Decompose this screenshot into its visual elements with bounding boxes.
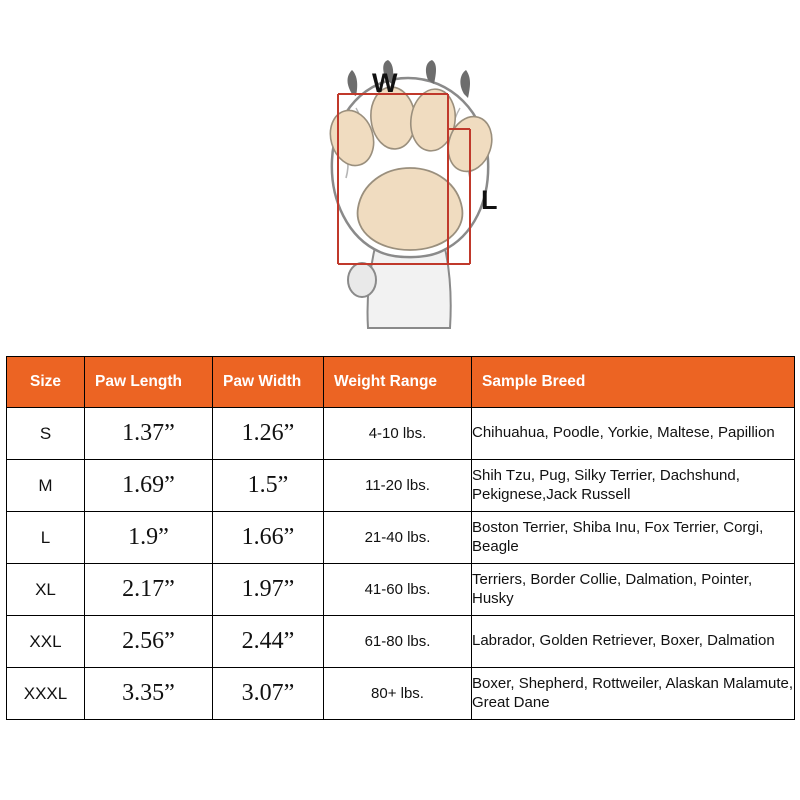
cell-paw-length: 3.35”: [85, 668, 213, 720]
cell-weight-range: 21-40 lbs.: [324, 512, 472, 564]
measurement-guides: [0, 0, 800, 356]
cell-paw-length: 2.56”: [85, 616, 213, 668]
cell-paw-length: 1.37”: [85, 408, 213, 460]
cell-paw-width: 1.5”: [213, 460, 324, 512]
table-row: [7, 564, 795, 616]
cell-weight-range: 4-10 lbs.: [324, 408, 472, 460]
cell-paw-width: 1.66”: [213, 512, 324, 564]
length-label: L: [481, 185, 498, 215]
header-weight-range: Weight Range: [324, 357, 472, 408]
cell-sample-breed: Labrador, Golden Retriever, Boxer, Dalmation: [472, 616, 795, 668]
cell-paw-width: 2.44”: [213, 616, 324, 668]
cell-sample-breed: Shih Tzu, Pug, Silky Terrier, Dachshund, Pekignese,Jack Russell: [472, 460, 795, 512]
cell-sample-breed: Terriers, Border Collie, Dalmation, Pointer, Husky: [472, 564, 795, 616]
cell-weight-range: 11-20 lbs.: [324, 460, 472, 512]
cell-paw-width: 3.07”: [213, 668, 324, 720]
cell-paw-width: 1.97”: [213, 564, 324, 616]
width-label: W: [372, 68, 398, 98]
header-paw-width: Paw Width: [213, 357, 324, 408]
cell-size: XXL: [7, 616, 85, 668]
cell-paw-length: 1.9”: [85, 512, 213, 564]
paw-measurement-diagram: [0, 0, 800, 356]
size-chart-table: [6, 356, 795, 720]
table-row: [7, 460, 795, 512]
cell-size: XXXL: [7, 668, 85, 720]
cell-size: XL: [7, 564, 85, 616]
cell-size: S: [7, 408, 85, 460]
cell-sample-breed: Chihuahua, Poodle, Yorkie, Maltese, Papillion: [472, 408, 795, 460]
cell-size: L: [7, 512, 85, 564]
cell-paw-width: 1.26”: [213, 408, 324, 460]
header-paw-length: Paw Length: [85, 357, 213, 408]
cell-weight-range: 41-60 lbs.: [324, 564, 472, 616]
table-row: [7, 512, 795, 564]
cell-sample-breed: Boxer, Shepherd, Rottweiler, Alaskan Malamute, Great Dane: [472, 668, 795, 720]
table-row: [7, 616, 795, 668]
table-row: [7, 408, 795, 460]
cell-paw-length: 1.69”: [85, 460, 213, 512]
table-row: [7, 668, 795, 720]
table-header-row: [7, 357, 795, 408]
cell-sample-breed: Boston Terrier, Shiba Inu, Fox Terrier, Corgi, Beagle: [472, 512, 795, 564]
header-sample-breed: Sample Breed: [472, 357, 795, 408]
header-size: Size: [7, 357, 85, 408]
cell-size: M: [7, 460, 85, 512]
cell-weight-range: 61-80 lbs.: [324, 616, 472, 668]
cell-weight-range: 80+ lbs.: [324, 668, 472, 720]
cell-paw-length: 2.17”: [85, 564, 213, 616]
